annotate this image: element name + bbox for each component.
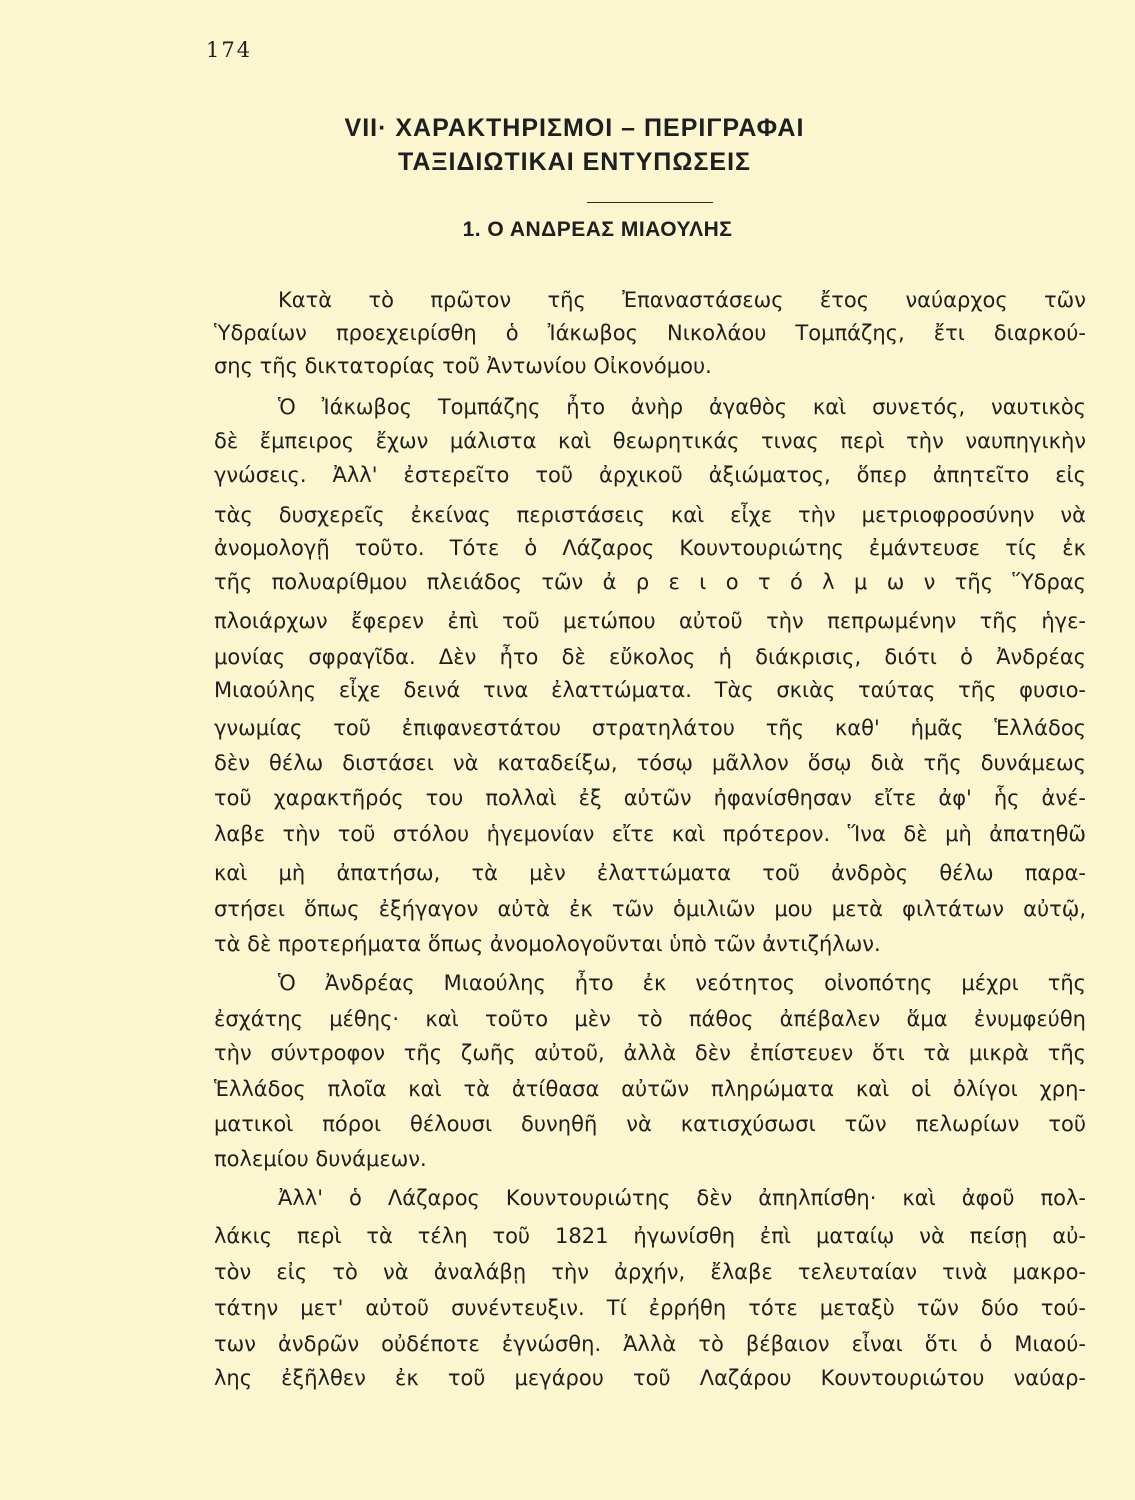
body-line: τοῦ χαρακτῆρός του πολλαὶ ἐξ αὐτῶν ἠφανίσθησαν εἴτε ἀφ' ἧς ἀνέ- (214, 786, 1086, 810)
body-line: Μιαούλης εἶχε δεινά τινα ἐλαττώματα. Τὰς σκιὰς ταύτας τῆς φυσιο- (214, 678, 1086, 702)
body-line: τάτην μετ' αὐτοῦ συνέντευξιν. Τί ἐρρήθη τότε μεταξὺ τῶν δύο τού- (214, 1296, 1086, 1320)
body-line: Ὁ Ἀνδρέας Μιαούλης ἦτο ἐκ νεότητος οἰνοπότης μέχρι τῆς (278, 971, 1086, 995)
section-heading: 1. Ο ΑΝΔΡΕΑΣ ΜΙΑΟΥΛΗΣ (462, 218, 733, 241)
body-line: ἐσχάτης μέθης· καὶ τοῦτο μὲν τὸ πάθος ἀπέβαλεν ἅμα ἐνυμφεύθη (214, 1007, 1086, 1031)
body-line: Κατὰ τὸ πρῶτον τῆς Ἐπαναστάσεως ἔτος ναύαρχος τῶν (278, 288, 1086, 312)
body-line: τὰς δυσχερεῖς ἐκείνας περιστάσεις καὶ εἶχε τὴν μετριοφροσύνην νὰ (214, 503, 1086, 527)
body-line: μονίας σφραγῖδα. Δὲν ἦτο δὲ εὔκολος ἡ διάκρισις, διότι ὁ Ἀνδρέας (214, 645, 1086, 669)
body-line: πολεμίου δυνάμεων. (214, 1147, 427, 1171)
body-line: γνωμίας τοῦ ἐπιφανεστάτου στρατηλάτου τῆς καθ' ἡμᾶς Ἑλλάδος (214, 716, 1086, 740)
body-line: λάκις περὶ τὰ τέλη τοῦ 1821 ἠγωνίσθη ἐπὶ ματαίῳ νὰ πείσῃ αὐ- (214, 1224, 1086, 1248)
chapter-heading-line-1: VII· ΧΑΡΑΚΤΗΡΙΣΜΟΙ – ΠΕΡΙΓΡΑΦΑΙ (344, 114, 805, 142)
body-line: δὲ ἔμπειρος ἔχων μάλιστα καὶ θεωρητικάς τινας περὶ τὴν ναυπηγικὴν (214, 429, 1086, 453)
page-number: 174 (206, 38, 253, 62)
body-line: τὴν σύντροφον τῆς ζωῆς αὐτοῦ, ἀλλὰ δὲν ἐπίστευεν ὅτι τὰ μικρὰ τῆς (214, 1041, 1086, 1065)
body-line: λης ἐξῆλθεν ἐκ τοῦ μεγάρου τοῦ Λαζάρου Κουντουριώτου ναύαρ- (214, 1366, 1086, 1390)
body-line: τὰ δὲ προτερήματα ὅπως ἀνομολογοῦνται ὑπὸ τῶν ἀντιζήλων. (214, 932, 881, 956)
body-line: Ἑλλάδος πλοῖα καὶ τὰ ἀτίθασα αὐτῶν πληρώματα καὶ οἱ ὀλίγοι χρη- (214, 1077, 1086, 1101)
chapter-heading-line-2: ΤΑΞΙΔΙΩΤΙΚΑΙ ΕΝΤΥΠΩΣΕΙΣ (397, 148, 752, 176)
body-line: των ἀνδρῶν οὐδέποτε ἐγνώσθη. Ἀλλὰ τὸ βέβαιον εἶναι ὅτι ὁ Μιαού- (214, 1332, 1086, 1356)
body-line: ἀνομολογῇ τοῦτο. Τότε ὁ Λάζαρος Κουντουριώτης ἐμάντευσε τίς ἐκ (214, 536, 1086, 560)
body-line: τῆς πολυαρίθμου πλειάδος τῶν ἀ ρ ε ι ο τ ό λ μ ω ν τῆς Ὕδρας (214, 570, 1086, 594)
body-line: στήσει ὅπως ἐξήγαγον αὐτὰ ἐκ τῶν ὁμιλιῶν μου μετὰ φιλτάτων αὐτῷ, (214, 897, 1086, 921)
body-line: γνώσεις. Ἀλλ' ἐστερεῖτο τοῦ ἀρχικοῦ ἀξιώματος, ὅπερ ἀπητεῖτο εἰς (214, 463, 1086, 487)
body-line: Ἀλλ' ὁ Λάζαρος Κουντουριώτης δὲν ἀπηλπίσθη· καὶ ἀφοῦ πολ- (278, 1186, 1086, 1210)
body-line: πλοιάρχων ἔφερεν ἐπὶ τοῦ μετώπου αὐτοῦ τὴν πεπρωμένην τῆς ἡγε- (214, 609, 1086, 633)
body-line: λαβε τὴν τοῦ στόλου ἡγεμονίαν εἴτε καὶ πρότερον. Ἵνα δὲ μὴ ἀπατηθῶ (214, 822, 1086, 846)
body-line: τὸν εἰς τὸ νὰ ἀναλάβῃ τὴν ἀρχήν, ἔλαβε τελευταίαν τινὰ μακρο- (214, 1260, 1086, 1284)
body-line: καὶ μὴ ἀπατήσω, τὰ μὲν ἐλαττώματα τοῦ ἀνδρὸς θέλω παρα- (214, 861, 1086, 885)
heading-divider (587, 202, 713, 203)
body-line: Ὁ Ἰάκωβος Τομπάζης ἦτο ἀνὴρ ἀγαθὸς καὶ συνετός, ναυτικὸς (278, 395, 1086, 419)
body-line: δὲν θέλω διστάσει νὰ καταδείξω, τόσῳ μᾶλλον ὅσῳ διὰ τῆς δυνάμεως (214, 751, 1086, 775)
body-line: Ὑδραίων προεχειρίσθη ὁ Ἰάκωβος Νικολάου Τομπάζης, ἔτι διαρκού- (214, 321, 1086, 345)
body-line: ματικοὶ πόροι θέλουσι δυνηθῆ νὰ κατισχύσωσι τῶν πελωρίων τοῦ (214, 1112, 1086, 1136)
body-line: σης τῆς δικτατορίας τοῦ Ἀντωνίου Οἰκονόμου. (214, 354, 712, 378)
